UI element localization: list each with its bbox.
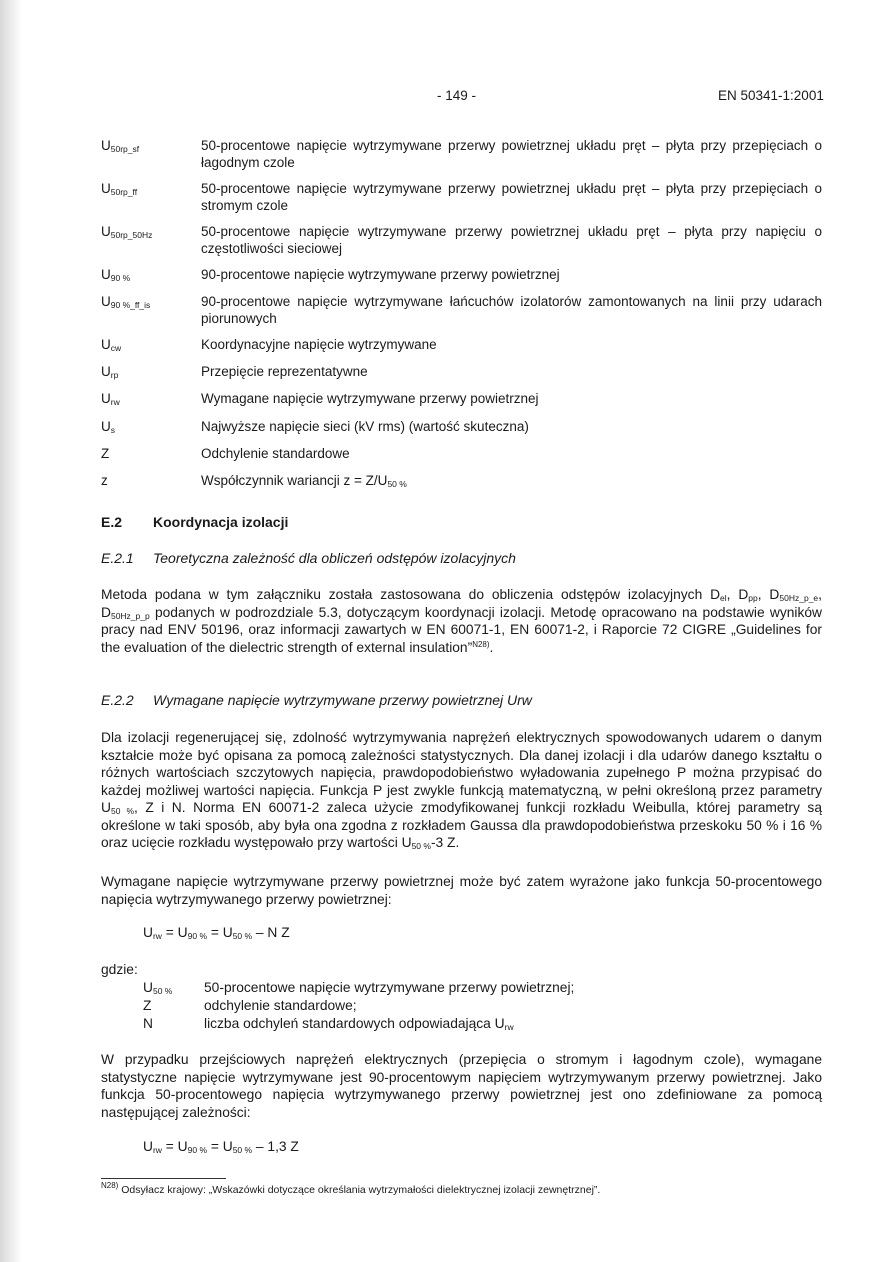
footnote-separator [101,1178,226,1179]
equation-urw: $U_{rw} = U_{90 \%} = U_{50 \%} - N$ Z [143,925,290,941]
definition-text: Współczynnik wariancji $z = Z/U_{50 \%}$ [201,473,407,489]
definition-symbol: $U_{50rp\_sf}$ [101,138,140,154]
paragraph-method: Metoda podana w tym załączniku została zastosowana do obliczenia odstępów izolacyjnych $D_{el}$, $D_{pp}$, $D_{50Hz\_p\_e}$, $D_{50Hz\_p\_p}$ podanych w podrozdziale 5.3, dotyczącym koordynacji izolacji. Metodę opracowano na podstawie wyników pracy nad ENV 50196, oraz informacji zawartych w EN 60071-1, EN 60071-2, i Raporcie 72 CIGRE „Guidelines for the evaluation of the dielectric strength of external insulation”$^{N28)}$. [101,587,822,655]
page-number: - 149 - [437,88,477,103]
where-label: gdzie: [101,962,138,977]
definition-symbol: z [101,473,108,488]
definition-symbol: $U_s$ [101,419,115,435]
definition-text: 50-procentowe napięcie wytrzymywane przerwy powietrznej układu pręt – płyta przy napięciu o częstotliwości sieciowej [201,224,822,256]
where-symbol: $U_{50 \%}$ [143,980,173,996]
definition-symbol: $U_{cw}$ [101,337,122,353]
definition-symbol: $U_{rw}$ [101,391,120,407]
where-symbol: N [143,1016,153,1031]
definition-symbol: $U_{50rp\_50Hz}$ [101,224,153,240]
section-number: E.2 [101,514,123,530]
definition-text: Koordynacyjne napięcie wytrzymywane [201,337,437,352]
equation-urw-13: $U_{rw} = U_{90 \%} = U_{50 \%} - 1,3$ Z [143,1139,299,1155]
paragraph-transient: W przypadku przejściowych naprężeń elektrycznych (przepięcia o stromym i łagodnym czole), wymagane statystyczne napięcie wytrzymywane jest 90-procentowym napięciem wytrzymywanym przerwy powietrznej. Jako funkcja 50-procentowego napięcia wytrzymywanego przerwy powietrznej jest ono zdefiniowane za pomocą następującej zależności: [101,1052,822,1120]
definition-text: 50-procentowe napięcie wytrzymywane przerwy powietrznej układu pręt – płyta przy przepięciach o stromym czole [201,181,822,213]
definition-text: Odchylenie standardowe [201,446,350,461]
definition-symbol: $U_{50rp\_ff}$ [101,181,138,197]
section-title: Koordynacja izolacji [153,514,289,530]
scan-edge-shadow [0,0,22,1262]
footnote: $^{N28)}$ Odsyłacz krajowy: „Wskazówki dotyczące określania wytrzymałości dielektrycznej izolacji zewnętrznej”. [101,1181,601,1196]
paragraph-statistics: Dla izolacji regenerującej się, zdolność wytrzymywania naprężeń elektrycznych spowodowanych udarem o danym kształcie może być opisana za pomocą zależności statystycznych. Dla danej izolacji i dla udarów danego kształtu o różnych wartościach szczytowych napięcia, prawdopodobieństwo wyładowania zupełnego P można przypisać do każdej możliwej wartości napięcia. Funkcja P jest zwykle funkcją matematyczną, w pełni określoną przez parametry $U_{50 \%}$, Z i N. Norma EN 60071-2 zaleca użycie zmodyfikowanej funkcji rozkładu Weibulla, której parametry są określone w taki sposób, aby była ona zgodna z rozkładem Gaussa dla prawdopodobieństwa przeskoku 50 % i 16 % oraz ucięcie rozkładu występowało przy wartości $U_{50 \%}-3$ Z. [101,730,822,851]
where-text: odchylenie standardowe; [204,998,357,1013]
where-text: 50-procentowe napięcie wytrzymywane przerwy powietrznej; [204,980,575,995]
definition-symbol: $U_{90 \%\_ff\_is}$ [101,294,151,310]
paragraph-function: Wymagane napięcie wytrzymywane przerwy powietrznej może być zatem wyrażone jako funkcja 50-procentowego napięcia wytrzymywanego przerwy powietrznej: [101,874,822,907]
document-id: EN 50341-1:2001 [718,88,824,103]
definition-text: Najwyższe napięcie sieci (kV rms) (wartość skuteczna) [201,419,529,434]
definition-text: 50-procentowe napięcie wytrzymywane przerwy powietrznej układu pręt – płyta przy przepięciach o łagodnym czole [201,138,822,170]
subsection-number: E.2.1 [101,550,134,566]
where-text: liczba odchyleń standardowych odpowiadająca $U_{rw}$ [204,1016,514,1032]
definition-text: Przepięcie reprezentatywne [201,364,368,379]
definition-text: 90-procentowe napięcie wytrzymywane przerwy powietrznej [201,267,560,282]
definition-symbol: $U_{rp}$ [101,364,119,380]
subsection-title: Wymagane napięcie wytrzymywane przerwy powietrznej Urw [153,692,532,708]
definition-symbol: Z [101,446,110,461]
subsection-number: E.2.2 [101,692,134,708]
definition-symbol: $U_{90 \%}$ [101,267,131,283]
where-symbol: Z [143,998,152,1013]
definition-text: Wymagane napięcie wytrzymywane przerwy powietrznej [201,391,539,406]
subsection-title: Teoretyczna zależność dla obliczeń odstępów izolacyjnych [153,550,516,566]
definition-text: 90-procentowe napięcie wytrzymywane łańcuchów izolatorów zamontowanych na linii przy udarach piorunowych [201,294,822,326]
